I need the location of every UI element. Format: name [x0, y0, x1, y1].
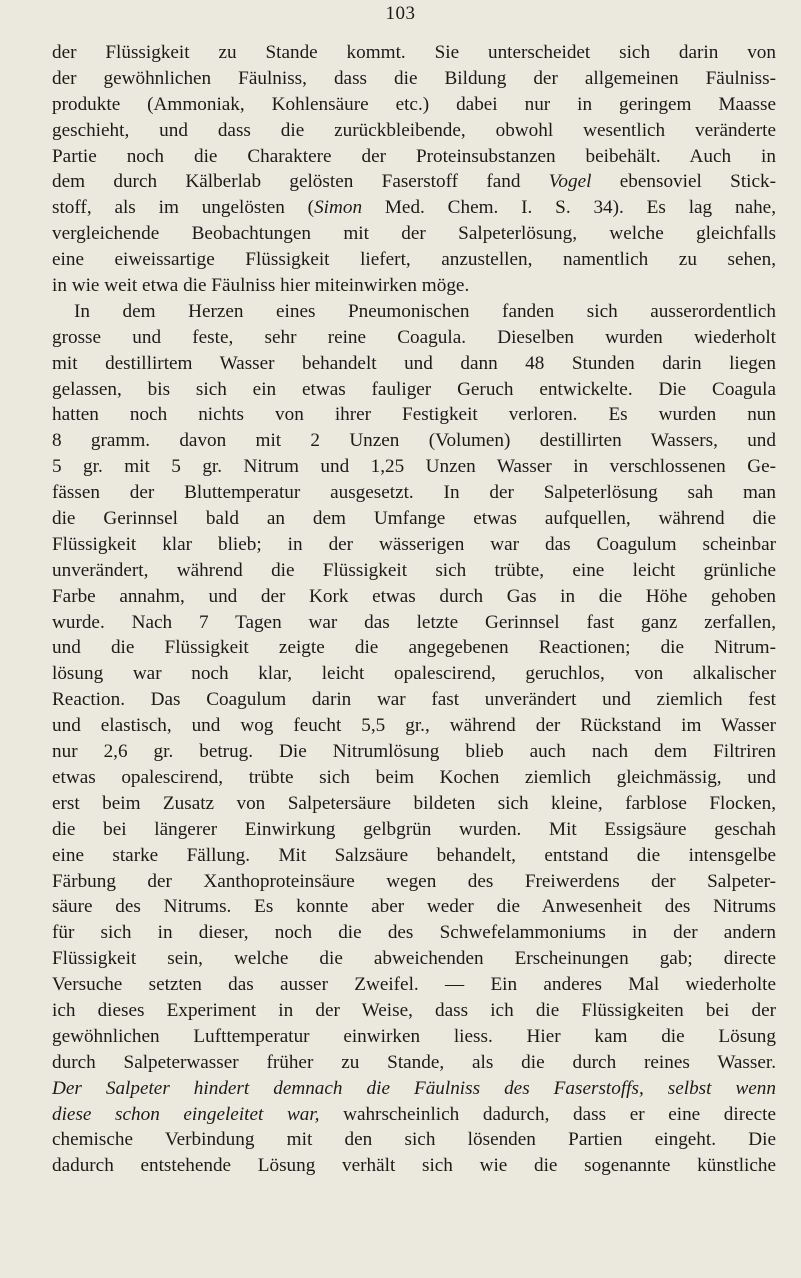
- italic-text: Der Salpeter hindert demnach die Fäulniss des Faserstoffs, selbst wenn: [52, 1077, 776, 1099]
- text-line: [52, 144, 776, 170]
- text-segment: dem durch Kälberlab gelösten Faserstoff fand: [52, 171, 549, 193]
- italic-text: Simon: [314, 197, 363, 219]
- text-segment: säure des Nitrums. Es konnte aber weder die Anwesenheit des Nitrums: [52, 896, 776, 918]
- text-line: [52, 584, 776, 610]
- text-segment: geschieht, und dass die zurückbleibende, obwohl wesentlich veränderte: [52, 119, 776, 141]
- text-line: [52, 843, 776, 869]
- text-line: [52, 247, 776, 273]
- text-segment: gewöhnlichen Lufttemperatur einwirken liess. Hier kam die Lösung: [52, 1025, 776, 1047]
- text-line: [52, 92, 776, 118]
- text-segment: in wie weit etwa die Fäulniss hier miteinwirken möge.: [52, 275, 470, 297]
- text-segment: Med. Chem. I. S. 34). Es lag nahe,: [362, 197, 776, 219]
- text-line: [52, 1076, 776, 1102]
- text-line: [52, 40, 776, 66]
- text-segment: der Flüssigkeit zu Stande kommt. Sie unterscheidet sich darin von: [52, 42, 776, 63]
- page-number: 103: [385, 3, 416, 24]
- text-line: [52, 739, 776, 765]
- text-segment: und die Flüssigkeit zeigte die angegebenen Reactionen; die Nitrum-: [52, 637, 776, 659]
- text-segment: erst beim Zusatz von Salpetersäure bildeten sich kleine, farblose Flocken,: [52, 792, 776, 814]
- italic-text: Vogel: [548, 171, 592, 193]
- text-segment: für sich in dieser, noch die des Schwefelammoniums in der andern: [52, 922, 776, 944]
- text-segment: 5 gr. mit 5 gr. Nitrum und 1,25 Unzen Wasser in verschlossenen Ge-: [52, 456, 776, 478]
- text-segment: durch Salpeterwasser früher zu Stande, als die durch reines Wasser.: [52, 1051, 776, 1073]
- text-line: [52, 325, 776, 351]
- text-line: [52, 869, 776, 895]
- text-line: [52, 1127, 776, 1153]
- text-line: [52, 351, 776, 377]
- text-segment: fässen der Bluttemperatur ausgesetzt. In der Salpeterlösung sah man: [52, 482, 776, 504]
- text-segment: die Gerinnsel bald an dem Umfange etwas aufquellen, während die: [52, 508, 776, 530]
- text-line: [52, 1024, 776, 1050]
- text-line: [52, 920, 776, 946]
- text-segment: ich dieses Experiment in der Weise, dass ich die Flüssigkeiten bei der: [52, 999, 776, 1021]
- text-segment: Färbung der Xanthoproteinsäure wegen des Freiwerdens der Salpeter-: [52, 870, 776, 892]
- text-segment: nur 2,6 gr. betrug. Die Nitrumlösung blieb auch nach dem Filtriren: [52, 741, 776, 763]
- text-segment: Flüssigkeit sein, welche die abweichenden Erscheinungen gab; directe: [52, 948, 776, 970]
- text-segment: wurde. Nach 7 Tagen war das letzte Gerinnsel fast ganz zerfallen,: [52, 611, 776, 633]
- text-segment: wahrscheinlich dadurch, dass er eine directe: [319, 1103, 776, 1125]
- text-segment: eine starke Fällung. Mit Salzsäure behandelt, entstand die intensgelbe: [52, 844, 776, 866]
- text-segment: chemische Verbindung mit den sich lösenden Partien eingeht. Die: [52, 1129, 776, 1151]
- text-line: [52, 454, 776, 480]
- text-line: [52, 118, 776, 144]
- text-segment: Reaction. Das Coagulum darin war fast unverändert und ziemlich fest: [52, 689, 776, 711]
- text-line: [52, 299, 776, 325]
- text-segment: dadurch entstehende Lösung verhält sich wie die sogenannte künstliche: [52, 1155, 776, 1177]
- text-line: [52, 972, 776, 998]
- text-line: [52, 480, 776, 506]
- text-segment: ebensoviel Stick-: [591, 171, 776, 193]
- text-line: [52, 894, 776, 920]
- text-segment: vergleichende Beobachtungen mit der Salpeterlösung, welche gleichfalls: [52, 223, 776, 245]
- text-line: [52, 221, 776, 247]
- text-segment: In dem Herzen eines Pneumonischen fanden sich ausserordentlich: [74, 300, 776, 322]
- text-segment: Partie noch die Charaktere der Proteinsubstanzen beibehält. Auch in: [52, 145, 776, 167]
- text-segment: Flüssigkeit klar blieb; in der wässerigen war das Coagulum scheinbar: [52, 533, 776, 555]
- text-line: [52, 532, 776, 558]
- body-text: [52, 40, 776, 1179]
- text-line: [52, 713, 776, 739]
- text-line: [52, 66, 776, 92]
- text-segment: produkte (Ammoniak, Kohlensäure etc.) dabei nur in geringem Maasse: [52, 93, 776, 115]
- text-segment: der gewöhnlichen Fäulniss, dass die Bildung der allgemeinen Fäulniss-: [52, 67, 776, 89]
- text-line: [52, 791, 776, 817]
- text-segment: die bei längerer Einwirkung gelbgrün wurden. Mit Essigsäure geschah: [52, 818, 776, 840]
- text-line: [52, 506, 776, 532]
- text-line: [52, 169, 776, 195]
- italic-text: diese schon eingeleitet war,: [52, 1103, 320, 1125]
- text-segment: hatten noch nichts von ihrer Festigkeit verloren. Es wurden nun: [52, 404, 776, 426]
- text-segment: eine eiweissartige Flüssigkeit liefert, anzustellen, namentlich zu sehen,: [52, 249, 776, 271]
- text-line: [52, 661, 776, 687]
- text-line: [52, 1153, 776, 1179]
- text-line: [52, 402, 776, 428]
- text-line: [52, 635, 776, 661]
- text-line: [52, 687, 776, 713]
- text-segment: unverändert, während die Flüssigkeit sich trübte, eine leicht grünliche: [52, 559, 776, 581]
- text-line: [52, 1050, 776, 1076]
- text-segment: Versuche setzten das ausser Zweifel. — Ein anderes Mal wiederholte: [52, 974, 776, 996]
- text-line: [52, 998, 776, 1024]
- text-segment: 8 gramm. davon mit 2 Unzen (Volumen) destillirten Wassers, und: [52, 430, 776, 452]
- text-segment: etwas opalescirend, trübte sich beim Kochen ziemlich gleichmässig, und: [52, 766, 776, 788]
- text-line: [52, 817, 776, 843]
- text-line: [52, 946, 776, 972]
- text-segment: und elastisch, und wog feucht 5,5 gr., während der Rückstand im Wasser: [52, 715, 776, 737]
- text-segment: mit destillirtem Wasser behandelt und dann 48 Stunden darin liegen: [52, 352, 776, 374]
- text-line: [52, 1102, 776, 1128]
- text-line: [52, 558, 776, 584]
- text-line: [52, 195, 776, 221]
- text-line: [52, 765, 776, 791]
- text-segment: Farbe annahm, und der Kork etwas durch Gas in die Höhe gehoben: [52, 585, 776, 607]
- text-segment: gelassen, bis sich ein etwas fauliger Geruch entwickelte. Die Coagula: [52, 378, 776, 400]
- text-segment: lösung war noch klar, leicht opalescirend, geruchlos, von alkalischer: [52, 663, 776, 685]
- text-segment: stoff, als im ungelösten (: [52, 197, 315, 219]
- text-segment: grosse und feste, sehr reine Coagula. Dieselben wurden wiederholt: [52, 326, 776, 348]
- text-line: [52, 273, 776, 299]
- text-line: [52, 428, 776, 454]
- text-line: [52, 377, 776, 403]
- text-line: [52, 610, 776, 636]
